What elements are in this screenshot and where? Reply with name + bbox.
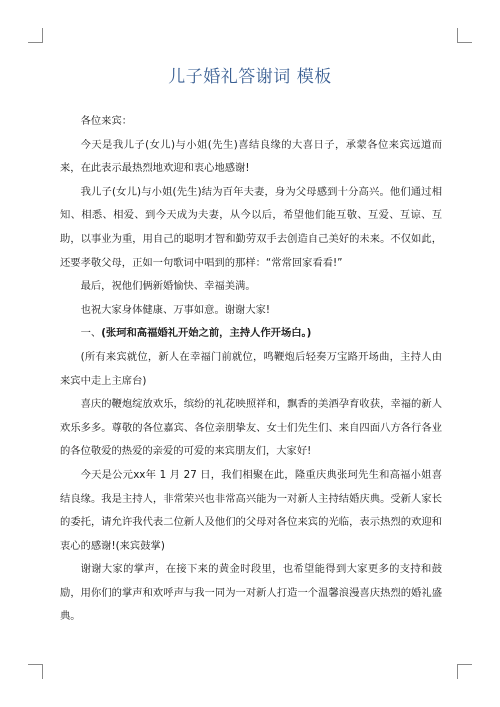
body-paragraph: 今天是我儿子(女儿)与小姐(先生)喜结良缘的大喜日子，承蒙各位来宾远道而来，在此表示最热烈地欢迎和衷心地感谢! [60, 138, 442, 175]
document-title: 儿子婚礼答谢词 模板 [168, 67, 332, 87]
section-heading-prefix: 一、 [80, 327, 102, 340]
page-corner-mark-bottom-right [457, 664, 472, 679]
body-paragraph: 也祝大家身体健康、万事如意。谢谢大家! [80, 303, 271, 316]
body-paragraph: 最后，祝他们俩新婚愉快、幸福美满。 [80, 280, 256, 293]
document-body [60, 110, 442, 629]
section-heading-text: (张珂和高福婚礼开始之前，主持人作开场白。) [101, 327, 312, 340]
page-corner-mark-top-left [28, 28, 43, 43]
salutation-paragraph: 各位来宾： [80, 115, 133, 127]
page-corner-mark-bottom-left [28, 664, 43, 679]
page-corner-mark-top-right [457, 28, 472, 43]
section-heading [60, 322, 442, 346]
body-paragraph: 谢谢大家的掌声，在接下来的黄金时段里，也希望能得到大家更多的支持和鼓励，用你们的掌声和欢呼声与我一同为一对新人打造一个温馨浪漫喜庆热烈的婚礼盛典。 [60, 563, 442, 623]
body-paragraph: (所有来宾就位，新人在幸福门前就位，鸣鞭炮后轻奏万宝路开场曲，主持人由来宾中走上主席台) [60, 350, 442, 387]
body-paragraph: 今天是公元xx年 1 月 27 日，我们相聚在此，隆重庆典张珂先生和高福小姐喜结良缘。我是主持人，非常荣兴也非常高兴能为一对新人主持结婚庆典。受新人家长的委托，请允许我代表二位新人及他们的父母对各位来宾的光临，表示热烈的欢迎和衷心的感谢!(来宾鼓掌) [60, 468, 442, 552]
body-paragraph: 喜庆的鞭炮绽放欢乐，缤纷的礼花映照祥和，飘香的美酒孕育收获，幸福的新人欢乐多多。尊敬的各位嘉宾、各位亲朋挚友、女士们先生们、来自四面八方各行各业的各位敬爱的热爱的亲爱的可爱的来宾朋友们，大家好! [60, 398, 442, 458]
body-paragraph: 我儿子(女儿)与小姐(先生)结为百年夫妻，身为父母感到十分高兴。他们通过相知、相悉、相爱、到今天成为夫妻，从今以后，希望他们能互敬、互爱、互谅、互助，以事业为重，用自己的聪明才智和勤劳双手去创造自己美好的未来。不仅如此，还要孝敬父母，正如一句歌词中唱到的那样：“常常回家看看!” [60, 185, 442, 269]
